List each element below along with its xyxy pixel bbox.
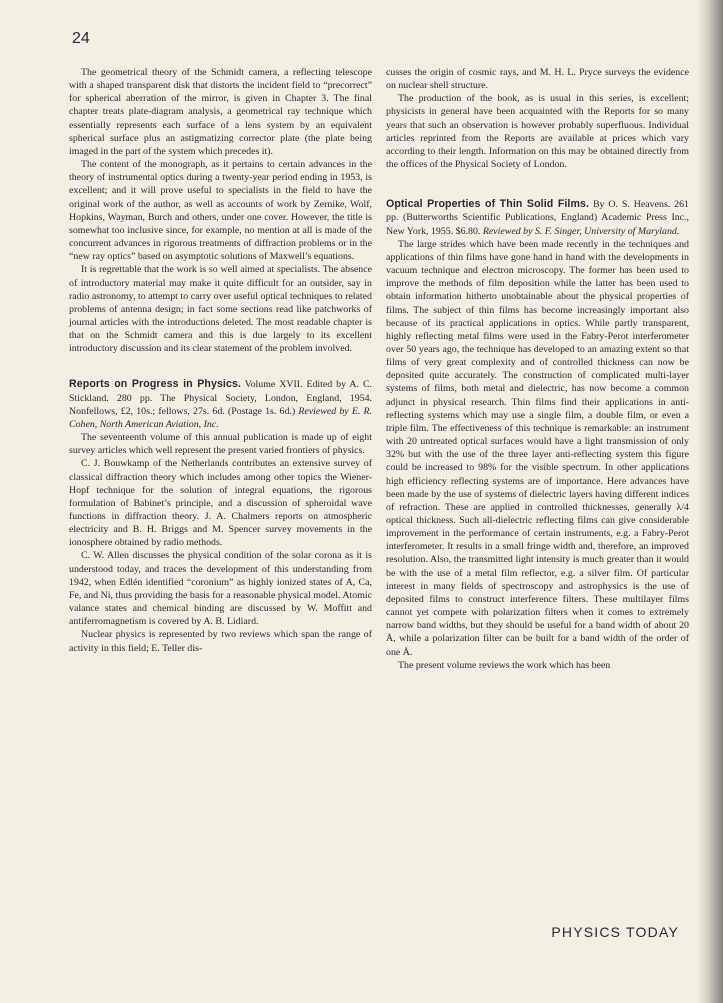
paragraph: C. W. Allen discusses the physical condition of the solar corona as it is understood today, and traces the development of this understanding from 1942, when Edlén identified “coronium” as highly ionized states of A, Ca, Fe, and Ni, thus providing the basis for a reasonable physical model. Atomic valance states and chemical binding are discussed by W. Moffitt and antiferromagnetism is covered by A. B. Lidiard. <box>69 550 372 628</box>
paragraph: The seventeenth volume of this annual publication is made up of eight survey articles which well represent the present varied frontiers of physics. <box>69 432 372 457</box>
paragraph: cusses the origin of cosmic rays, and M. H. L. Pryce surveys the evidence on nuclear shell structure. <box>386 67 689 92</box>
review-heading <box>386 198 689 237</box>
right-column <box>386 66 689 672</box>
reviewer-credit: Reviewed by E. R. Cohen, North American Aviation, Inc. <box>69 405 372 430</box>
book-title: Reports on Progress in Physics. <box>69 378 242 391</box>
reviewer-credit: Reviewed by S. F. Singer, University of Maryland. <box>482 225 680 237</box>
page-edge-shadow <box>697 0 723 1003</box>
paragraph: The geometrical theory of the Schmidt camera, a reflecting telescope with a shaped transparent disk that distorts the incident field to “precorrect” for spherical aberration of the mirror, is given in Chapter 3. The final chapter treats plate-diagram analysis, a geometrical ray technique which essentially represents each surface of a lens system by an equivalent spherical surface plus an astigmatizing corrector plate (the plate being imaged in the part of the system which precedes it). <box>69 67 372 157</box>
review-heading <box>69 378 372 431</box>
page-number: 24 <box>72 30 90 47</box>
paragraph: The production of the book, as is usual in this series, is excellent; physicists in general have been acquainted with the Reports for so many years that such an observation is however probably superfluous. Individual articles reprinted from the Reports are available at prices which vary according to their length. Information on this may be obtained directly from the offices of the Physical Society of London. <box>386 93 689 171</box>
paragraph: It is regrettable that the work is so well aimed at specialists. The absence of introductory material may make it quite difficult for an outsider, say in radio astronomy, to attempt to carry over useful optical techniques to related problems of antenna design; in fact some sections read like patchworks of journal articles with the introductions deleted. The most readable chapter is that on the Schmidt camera and this is due largely to its excellent introductory discussion and its clear statement of the problem involved. <box>69 264 372 355</box>
paragraph: The present volume reviews the work which has been <box>398 659 611 671</box>
paragraph: Nuclear physics is represented by two reviews which span the range of activity in this field; E. Teller dis- <box>69 629 372 654</box>
book-citation: By O. S. Heavens. 261 pp. (Butterworths Scientific Publications, England) Academic Press Inc., New York, 1955. $6.80. <box>386 199 689 237</box>
left-column <box>69 66 372 655</box>
paragraph: The large strides which have been made recently in the techniques and applications of thin films have gone hand in hand with the developments in vacuum technique and electron microscopy. The former has been used to improve the methods of film deposition while the latter has been used to obtain information hitherto unobtainable about the physical properties of films. The subject of thin films has become increasingly important also because of its practical applications in optics. While partly transparent, highly reflecting metal films were used in the Fabry-Perot interferometer over 50 years ago, the technique has developed to an amazing extent so that films of very great complexity and of controlled thickness can now be deposited quite accurately. The construction of complicated multi-layer systems of films, both metal and dielectric, has now become a common adjunct in physical research. Thin films find their applications in anti-reflecting systems which may use a single film, a double film, or even a triple film. The effectiveness of this technique is remarkable: an instrument with 20 untreated optical surfaces would have a light transmission of only 32% but with the use of the three layer anti-reflecting system this figure could be increased to 98% for the visible spectrum. In other applications high efficiency reflecting systems are of importance. Here advances have been made by the use of systems of dielectric layers having different indices of refraction. These are applied in controlled thicknesses, generally λ/4 optical thickness. Such all-dielectric reflecting films can give considerable improvement in the performance of certain instruments, e.g. a Fabry-Perot interferometer. It results in a small fringe width and, therefore, an improved resolution. Also, the transmitted light intensity is much greater than it would be with the use of a metal film reflector, e.g. a silver film. Of particular interest in many fields of spectroscopy and astrophysics is the use of deposited films to construct interference filters. These multilayer films cannot yet compete with polarization filters when it comes to extremely narrow band widths, but they should be useful for a band width of about 20 Å, while a polarization filter can be built for a band width of the order of one Å. <box>386 238 689 658</box>
journal-footer: PHYSICS TODAY <box>551 924 679 940</box>
paragraph: The content of the monograph, as it pertains to certain advances in the theory of instrumental optics during a twenty-year period ending in 1953, is excellent; and it will prove useful to specialists in the field to have the original work of the author, as well as accounts of work by Zernike, Wolf, Hopkins, Wayman, Burch and others, under one cover. However, the title is somewhat too inclusive since, for example, no mention at all is made of the concurrent advances in rigorous treatments of diffraction problems or in the “new ray optics” based on asymptotic solutions of Maxwell’s equations. <box>69 159 372 263</box>
paragraph: C. J. Bouwkamp of the Netherlands contributes an extensive survey of classical diffraction theory which includes among other topics the Wiener-Hopf technique for the solution of integral equations, the rigorous formulation of Babinet’s principle, and a discussion of spheroidal wave functions in diffraction theory. J. A. Chalmers reports on atmospheric electricity and B. H. Briggs and M. Spencer survey movements in the ionosphere obtained by radio methods. <box>69 458 372 549</box>
book-citation: Volume XVII. Edited by A. C. Stickland. 280 pp. The Physical Society, London, England, 1954. Nonfellows, £2, 10s.; fellows, 27s. 6d. (Postage 1s. 6d.) <box>69 379 372 417</box>
book-title: Optical Properties of Thin Solid Films. <box>386 198 590 211</box>
